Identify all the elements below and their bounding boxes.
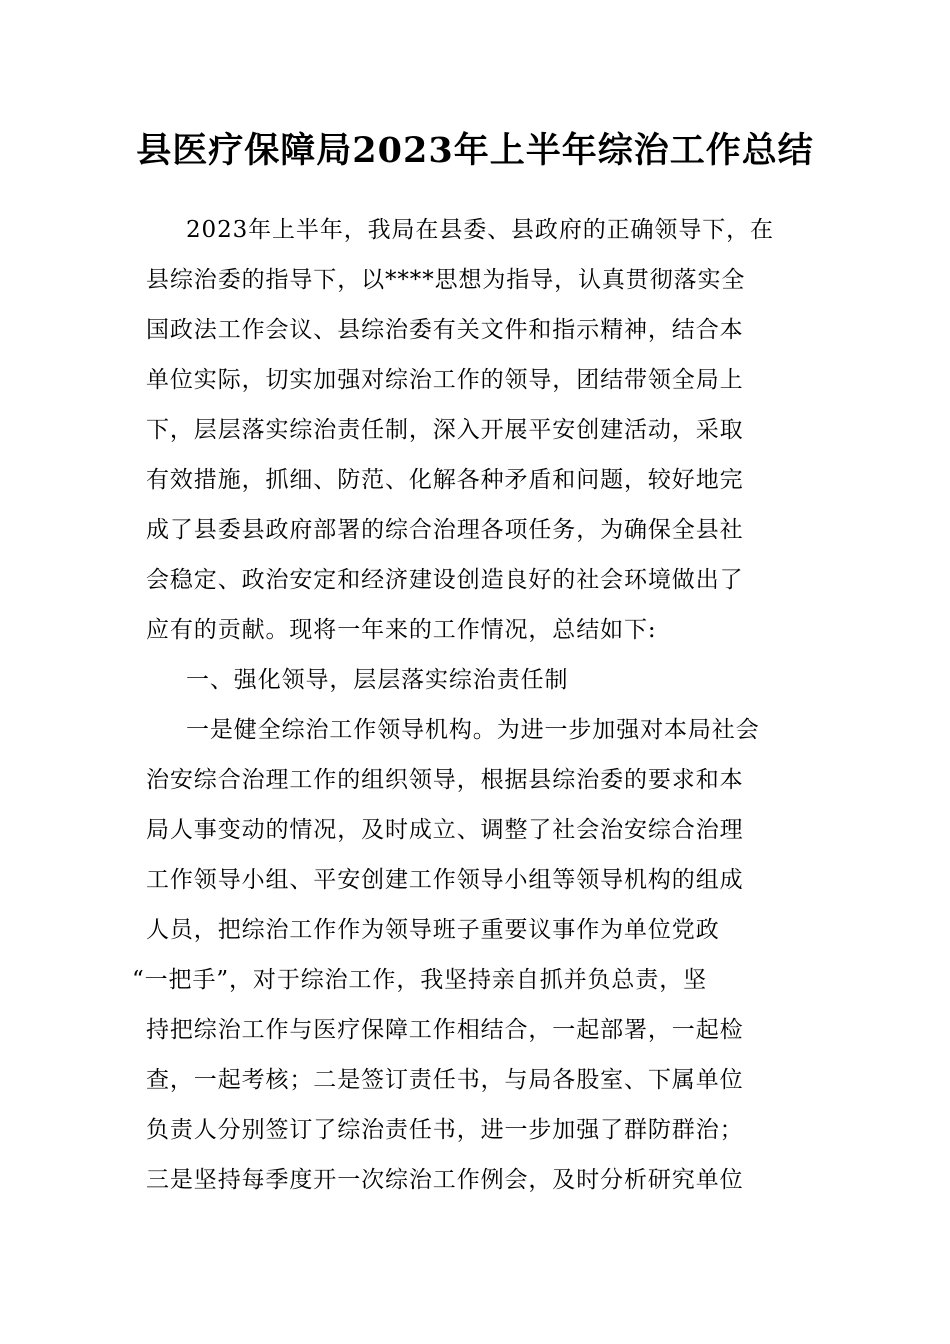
paragraph-line: 应有的贡献。现将一年来的工作情况，总结如下: [146, 617, 657, 643]
paragraph-line: 下，层层落实综治责任制，深入开展平安创建活动，采取 [146, 417, 744, 443]
paragraph-line: 成了县委县政府部署的综合治理各项任务，为确保全县社 [146, 517, 744, 543]
document-title: 县医疗保障局2023年上半年综治工作总结 [136, 130, 814, 171]
paragraph-line: 持把综治工作与医疗保障工作相结合，一起部署，一起检 [146, 1017, 744, 1043]
paragraph-line: 负责人分别签订了综治责任书，进一步加强了群防群治； [146, 1117, 744, 1143]
paragraph-line: 县综治委的指导下，以****思想为指导，认真贯彻落实全 [146, 267, 746, 293]
paragraph-line: 局人事变动的情况，及时成立、调整了社会治安综合治理 [146, 817, 744, 843]
paragraph-line: 查，一起考核；二是签订责任书，与局各股室、下属单位 [146, 1067, 744, 1093]
paragraph-line: 国政法工作会议、县综治委有关文件和指示精神，结合本 [146, 317, 744, 343]
paragraph-line: 治安综合治理工作的组织领导，根据县综治委的要求和本 [146, 767, 744, 793]
section-heading: 一、强化领导，层层落实综治责任制 [186, 667, 569, 693]
paragraph-line: 会稳定、政治安定和经济建设创造良好的社会环境做出了 [146, 567, 744, 593]
paragraph-line: 单位实际，切实加强对综治工作的领导，团结带领全局上 [146, 367, 744, 393]
paragraph-line: 2023年上半年，我局在县委、县政府的正确领导下，在 [186, 217, 774, 243]
paragraph-line: 一是健全综治工作领导机构。为进一步加强对本局社会 [186, 717, 760, 743]
paragraph-line: 有效措施，抓细、防范、化解各种矛盾和问题，较好地完 [146, 467, 744, 493]
paragraph-line: 人员，把综治工作作为领导班子重要议事作为单位党政 [146, 917, 720, 943]
document-body [132, 205, 806, 1205]
paragraph-line: 三是坚持每季度开一次综治工作例会，及时分析研究单位 [146, 1167, 744, 1193]
paragraph-line: “一把手”，对于综治工作，我坚持亲自抓并负总责，坚 [132, 967, 708, 993]
paragraph-line: 工作领导小组、平安创建工作领导小组等领导机构的组成 [146, 867, 744, 893]
